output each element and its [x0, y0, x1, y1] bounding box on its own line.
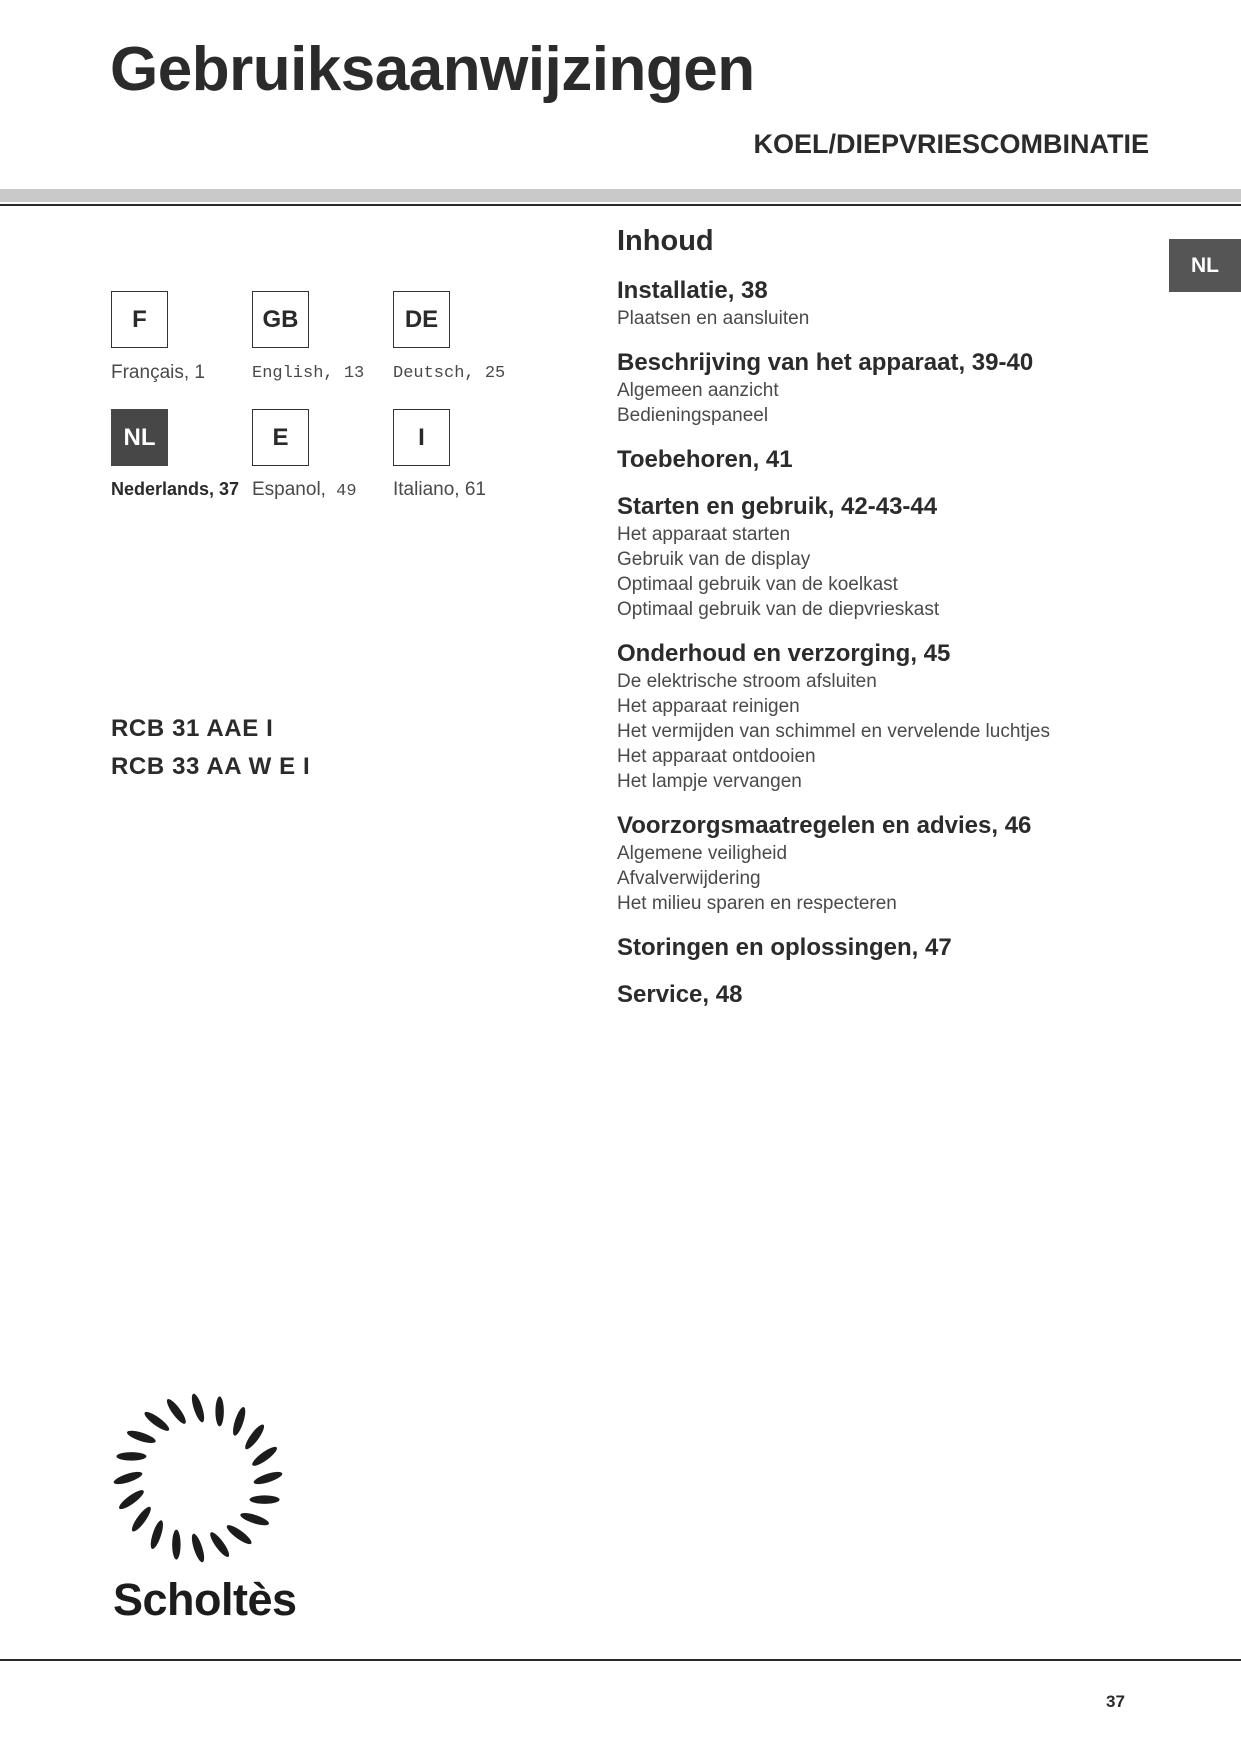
sun-ray [116, 1452, 146, 1460]
toc-section-title: Toebehoren, 41 [617, 446, 793, 474]
lang-label-fr: Français, 1 [111, 362, 205, 383]
lang-label-it: Italiano, 61 [393, 479, 486, 500]
toc-section [617, 445, 1177, 475]
sun-ray [117, 1487, 146, 1511]
brand-name: Scholtès [113, 1574, 297, 1625]
lang-box-gb: GB [252, 291, 309, 348]
sun-ray [112, 1469, 143, 1486]
toc-item: Algemeen aanzicht [617, 380, 779, 402]
model-number: RCB 33 AA W E I [111, 753, 311, 780]
sun-ray [126, 1428, 157, 1445]
page-number: 37 [1106, 1692, 1125, 1711]
lang-box-es: E [252, 409, 309, 466]
toc-item: Het lampje vervangen [617, 771, 802, 793]
sun-ray [207, 1530, 231, 1559]
model-number: RCB 31 AAE I [111, 715, 274, 742]
toc-item: Algemene veiligheid [617, 843, 788, 865]
sun-ray [215, 1396, 223, 1426]
sun-ray [252, 1469, 283, 1486]
sun-ray [172, 1530, 180, 1560]
sun-ray [250, 1495, 280, 1503]
toc-item: Afvalverwijdering [617, 868, 761, 890]
toc-section [617, 348, 1177, 428]
toc-section [617, 811, 1177, 916]
toc-item: Het apparaat reinigen [617, 696, 800, 718]
toc-item: De elektrische stroom afsluiten [617, 671, 877, 693]
toc-item: Plaatsen en aansluiten [617, 308, 810, 330]
toc-section-title: Voorzorgsmaatregelen en advies, 46 [617, 812, 1032, 840]
sun-ray [242, 1422, 266, 1451]
lang-label-es: Espanol, 49 [252, 479, 357, 501]
toc-section [617, 639, 1177, 794]
toc-section-title: Storingen en oplossingen, 47 [617, 934, 952, 962]
sun-ray [129, 1505, 153, 1534]
model-list [111, 710, 310, 786]
toc-item: Gebruik van de display [617, 549, 811, 571]
lang-label-de: Deutsch, 25 [393, 364, 506, 383]
toc-section-title: Beschrijving van het apparaat, 39-40 [617, 349, 1034, 377]
toc-section [617, 980, 1177, 1010]
lang-box-nl: NL [111, 409, 168, 466]
toc-item: Optimaal gebruik van de diepvrieskast [617, 599, 940, 621]
product-type-subtitle: KOEL/DIEPVRIESCOMBINATIE [753, 129, 1149, 159]
toc-section-title: Service, 48 [617, 981, 743, 1009]
lang-label-gb: English, 13 [252, 364, 365, 383]
lang-box-de: DE [393, 291, 450, 348]
header-band [0, 189, 1241, 202]
toc-section-title: Onderhoud en verzorging, 45 [617, 640, 951, 668]
document-title: Gebruiksaanwijzingen [110, 35, 755, 104]
toc-section [617, 933, 1177, 963]
sun-ray [231, 1406, 248, 1437]
sun-ray [189, 1392, 206, 1423]
lang-box-fr: F [111, 291, 168, 348]
sun-ray [148, 1519, 165, 1550]
toc-item: Het vermijden van schimmel en vervelende luchtjes [617, 721, 1050, 743]
toc-item: Optimaal gebruik van de koelkast [617, 574, 898, 596]
sun-icon [110, 1390, 286, 1566]
sun-ray [250, 1444, 279, 1468]
sun-ray [164, 1397, 188, 1426]
language-tab: NL [1169, 239, 1241, 292]
toc-section-title: Starten en gebruik, 42-43-44 [617, 493, 938, 521]
toc-item: Het apparaat starten [617, 524, 791, 546]
toc-section [617, 276, 1177, 331]
sun-ray [239, 1511, 270, 1528]
toc-section-title: Installatie, 38 [617, 277, 768, 305]
lang-box-it: I [393, 409, 450, 466]
footer-rule [0, 1659, 1241, 1661]
table-of-contents [617, 225, 1177, 1027]
sun-ray [225, 1522, 254, 1546]
toc-heading: Inhoud [617, 225, 714, 257]
sun-ray [189, 1532, 206, 1563]
lang-label-nl: Nederlands, 37 [111, 479, 240, 499]
sun-ray [142, 1409, 171, 1433]
toc-item: Het milieu sparen en respecteren [617, 893, 897, 915]
toc-item: Het apparaat ontdooien [617, 746, 816, 768]
header-rule [0, 204, 1241, 206]
toc-item: Bedieningspaneel [617, 405, 769, 427]
toc-section [617, 492, 1177, 622]
